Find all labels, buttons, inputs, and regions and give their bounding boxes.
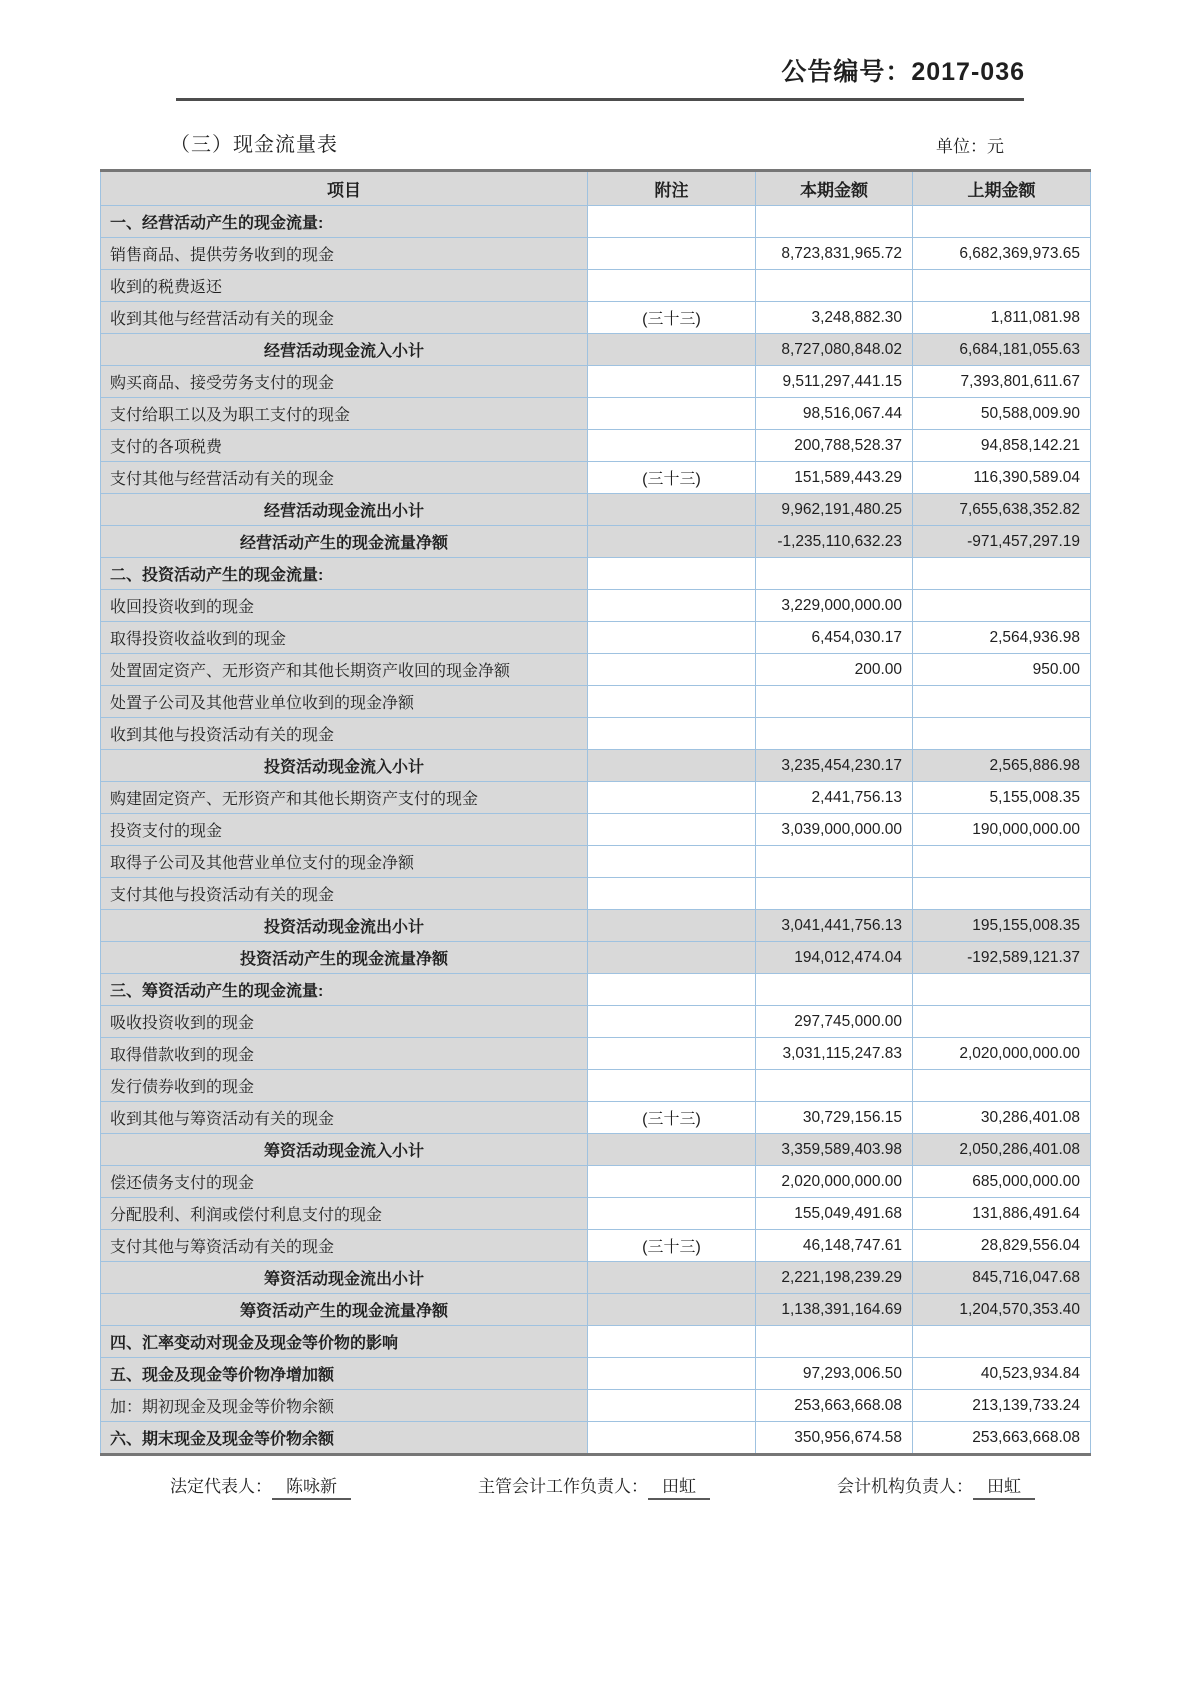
row-note-cell xyxy=(588,430,756,462)
row-note-cell xyxy=(588,750,756,782)
row-note-cell xyxy=(588,878,756,910)
row-note-cell xyxy=(588,1262,756,1294)
row-item-cell: 处置固定资产、无形资产和其他长期资产收回的现金净额 xyxy=(101,654,588,686)
title-row xyxy=(170,128,1004,157)
row-prior-cell: 253,663,668.08 xyxy=(913,1422,1091,1455)
row-item-cell: 收到其他与筹资活动有关的现金 xyxy=(101,1102,588,1134)
table-row xyxy=(101,750,1091,782)
row-item-cell: 收到的税费返还 xyxy=(101,270,588,302)
row-current-cell xyxy=(756,686,913,718)
row-current-cell xyxy=(756,718,913,750)
signature-line xyxy=(170,1472,1035,1500)
unit-label: 单位：元 xyxy=(936,137,1004,156)
row-current-cell: 200.00 xyxy=(756,654,913,686)
table-row xyxy=(101,654,1091,686)
row-item-cell: 分配股利、利润或偿付利息支付的现金 xyxy=(101,1198,588,1230)
table-row xyxy=(101,878,1091,910)
row-item-cell: 购建固定资产、无形资产和其他长期资产支付的现金 xyxy=(101,782,588,814)
row-item-cell: 经营活动产生的现金流量净额 xyxy=(101,526,588,558)
column-header-current: 本期金额 xyxy=(756,171,913,206)
row-note-cell xyxy=(588,1358,756,1390)
row-current-cell: 3,248,882.30 xyxy=(756,302,913,334)
row-prior-cell: 6,682,369,973.65 xyxy=(913,238,1091,270)
table-row xyxy=(101,1230,1091,1262)
row-item-cell: 收到其他与投资活动有关的现金 xyxy=(101,718,588,750)
row-note-cell xyxy=(588,814,756,846)
row-current-cell: 253,663,668.08 xyxy=(756,1390,913,1422)
row-current-cell: 3,039,000,000.00 xyxy=(756,814,913,846)
table-row xyxy=(101,814,1091,846)
row-prior-cell: -192,589,121.37 xyxy=(913,942,1091,974)
chief-accountant xyxy=(478,1472,710,1500)
row-note-cell xyxy=(588,1294,756,1326)
announcement-number: 公告编号：2017-036 xyxy=(781,58,1025,86)
row-item-cell: 筹资活动现金流出小计 xyxy=(101,1262,588,1294)
row-current-cell: 8,723,831,965.72 xyxy=(756,238,913,270)
row-item-cell: 收到其他与经营活动有关的现金 xyxy=(101,302,588,334)
table-row xyxy=(101,334,1091,366)
table-row xyxy=(101,398,1091,430)
row-current-cell: 6,454,030.17 xyxy=(756,622,913,654)
row-note-cell xyxy=(588,1422,756,1455)
row-note-cell xyxy=(588,590,756,622)
row-current-cell: 1,138,391,164.69 xyxy=(756,1294,913,1326)
row-item-cell: 六、期末现金及现金等价物余额 xyxy=(101,1422,588,1455)
row-current-cell xyxy=(756,1070,913,1102)
row-prior-cell xyxy=(913,846,1091,878)
table-row xyxy=(101,494,1091,526)
row-note-cell xyxy=(588,1390,756,1422)
row-note-cell xyxy=(588,526,756,558)
row-current-cell xyxy=(756,1326,913,1358)
row-note-cell: (三十三) xyxy=(588,302,756,334)
row-note-cell xyxy=(588,622,756,654)
row-prior-cell: 50,588,009.90 xyxy=(913,398,1091,430)
table-row xyxy=(101,1166,1091,1198)
row-current-cell: 9,511,297,441.15 xyxy=(756,366,913,398)
table-row xyxy=(101,942,1091,974)
row-current-cell: 97,293,006.50 xyxy=(756,1358,913,1390)
table-row xyxy=(101,686,1091,718)
table-row xyxy=(101,270,1091,302)
table-row xyxy=(101,1134,1091,1166)
row-prior-cell: 7,393,801,611.67 xyxy=(913,366,1091,398)
row-current-cell: 98,516,067.44 xyxy=(756,398,913,430)
legal-representative xyxy=(170,1472,351,1500)
row-current-cell xyxy=(756,878,913,910)
row-current-cell xyxy=(756,846,913,878)
row-prior-cell xyxy=(913,206,1091,238)
row-item-cell: 五、现金及现金等价物净增加额 xyxy=(101,1358,588,1390)
row-item-cell: 取得投资收益收到的现金 xyxy=(101,622,588,654)
row-current-cell: 151,589,443.29 xyxy=(756,462,913,494)
table-row xyxy=(101,846,1091,878)
table-row xyxy=(101,526,1091,558)
row-note-cell xyxy=(588,494,756,526)
row-item-cell: 收回投资收到的现金 xyxy=(101,590,588,622)
row-note-cell xyxy=(588,1038,756,1070)
row-current-cell xyxy=(756,558,913,590)
table-row xyxy=(101,622,1091,654)
row-prior-cell: 2,050,286,401.08 xyxy=(913,1134,1091,1166)
row-current-cell: 46,148,747.61 xyxy=(756,1230,913,1262)
row-item-cell: 支付其他与投资活动有关的现金 xyxy=(101,878,588,910)
table-row xyxy=(101,206,1091,238)
table-row xyxy=(101,462,1091,494)
legal-representative-name: 陈咏新 xyxy=(272,1472,351,1500)
row-note-cell xyxy=(588,686,756,718)
table-row xyxy=(101,974,1091,1006)
row-item-cell: 加：期初现金及现金等价物余额 xyxy=(101,1390,588,1422)
column-header-item: 项目 xyxy=(101,171,588,206)
table-row xyxy=(101,238,1091,270)
row-prior-cell: 2,564,936.98 xyxy=(913,622,1091,654)
row-prior-cell: 30,286,401.08 xyxy=(913,1102,1091,1134)
row-current-cell xyxy=(756,974,913,1006)
accounting-dept-head-name: 田虹 xyxy=(973,1472,1035,1500)
row-prior-cell xyxy=(913,558,1091,590)
table-row xyxy=(101,366,1091,398)
row-item-cell: 处置子公司及其他营业单位收到的现金净额 xyxy=(101,686,588,718)
table-header-row xyxy=(101,171,1091,206)
row-current-cell: -1,235,110,632.23 xyxy=(756,526,913,558)
row-current-cell xyxy=(756,270,913,302)
row-note-cell xyxy=(588,974,756,1006)
table-row xyxy=(101,1006,1091,1038)
table-row xyxy=(101,590,1091,622)
table-row xyxy=(101,1038,1091,1070)
row-prior-cell xyxy=(913,1070,1091,1102)
row-note-cell xyxy=(588,334,756,366)
row-item-cell: 四、汇率变动对现金及现金等价物的影响 xyxy=(101,1326,588,1358)
row-note-cell xyxy=(588,910,756,942)
table-header xyxy=(101,171,1091,206)
row-prior-cell: 2,565,886.98 xyxy=(913,750,1091,782)
row-item-cell: 二、投资活动产生的现金流量: xyxy=(101,558,588,590)
table-row xyxy=(101,1390,1091,1422)
row-current-cell: 350,956,674.58 xyxy=(756,1422,913,1455)
row-current-cell: 3,041,441,756.13 xyxy=(756,910,913,942)
header-rule xyxy=(176,98,1024,101)
row-prior-cell: 2,020,000,000.00 xyxy=(913,1038,1091,1070)
legal-representative-label: 法定代表人： xyxy=(170,1477,272,1496)
row-item-cell: 取得子公司及其他营业单位支付的现金净额 xyxy=(101,846,588,878)
row-item-cell: 经营活动现金流出小计 xyxy=(101,494,588,526)
row-note-cell xyxy=(588,1006,756,1038)
table-row xyxy=(101,430,1091,462)
row-note-cell xyxy=(588,846,756,878)
row-item-cell: 支付其他与筹资活动有关的现金 xyxy=(101,1230,588,1262)
row-note-cell: (三十三) xyxy=(588,1102,756,1134)
cash-flow-table xyxy=(100,169,1091,1456)
row-item-cell: 经营活动现金流入小计 xyxy=(101,334,588,366)
row-item-cell: 吸收投资收到的现金 xyxy=(101,1006,588,1038)
cashflow-table-body xyxy=(101,206,1091,1455)
table-row xyxy=(101,302,1091,334)
row-prior-cell xyxy=(913,878,1091,910)
row-item-cell: 一、经营活动产生的现金流量: xyxy=(101,206,588,238)
row-item-cell: 支付的各项税费 xyxy=(101,430,588,462)
row-current-cell: 3,031,115,247.83 xyxy=(756,1038,913,1070)
table-row xyxy=(101,1358,1091,1390)
row-prior-cell: 685,000,000.00 xyxy=(913,1166,1091,1198)
row-note-cell xyxy=(588,1198,756,1230)
row-prior-cell: 950.00 xyxy=(913,654,1091,686)
row-current-cell: 8,727,080,848.02 xyxy=(756,334,913,366)
chief-accountant-label: 主管会计工作负责人： xyxy=(478,1477,648,1496)
chief-accountant-name: 田虹 xyxy=(648,1472,710,1500)
row-current-cell: 9,962,191,480.25 xyxy=(756,494,913,526)
table-row xyxy=(101,1422,1091,1455)
row-prior-cell: 6,684,181,055.63 xyxy=(913,334,1091,366)
row-prior-cell xyxy=(913,686,1091,718)
row-note-cell xyxy=(588,238,756,270)
row-current-cell: 2,441,756.13 xyxy=(756,782,913,814)
table-row xyxy=(101,1102,1091,1134)
row-current-cell xyxy=(756,206,913,238)
row-note-cell xyxy=(588,718,756,750)
row-current-cell: 3,359,589,403.98 xyxy=(756,1134,913,1166)
row-prior-cell: 1,811,081.98 xyxy=(913,302,1091,334)
row-item-cell: 发行债券收到的现金 xyxy=(101,1070,588,1102)
table-row xyxy=(101,1294,1091,1326)
row-note-cell xyxy=(588,942,756,974)
row-current-cell: 194,012,474.04 xyxy=(756,942,913,974)
row-prior-cell: 5,155,008.35 xyxy=(913,782,1091,814)
row-current-cell: 3,229,000,000.00 xyxy=(756,590,913,622)
row-prior-cell: 213,139,733.24 xyxy=(913,1390,1091,1422)
row-current-cell: 30,729,156.15 xyxy=(756,1102,913,1134)
row-note-cell xyxy=(588,1166,756,1198)
table-row xyxy=(101,1070,1091,1102)
row-prior-cell: 131,886,491.64 xyxy=(913,1198,1091,1230)
row-note-cell xyxy=(588,206,756,238)
table-row xyxy=(101,718,1091,750)
accounting-dept-head-label: 会计机构负责人： xyxy=(837,1477,973,1496)
row-prior-cell xyxy=(913,718,1091,750)
row-prior-cell: 28,829,556.04 xyxy=(913,1230,1091,1262)
row-note-cell xyxy=(588,558,756,590)
row-note-cell: (三十三) xyxy=(588,462,756,494)
row-note-cell xyxy=(588,782,756,814)
table-row xyxy=(101,910,1091,942)
row-note-cell xyxy=(588,654,756,686)
row-current-cell: 200,788,528.37 xyxy=(756,430,913,462)
row-item-cell: 筹资活动产生的现金流量净额 xyxy=(101,1294,588,1326)
row-current-cell: 297,745,000.00 xyxy=(756,1006,913,1038)
row-current-cell: 155,049,491.68 xyxy=(756,1198,913,1230)
row-item-cell: 三、筹资活动产生的现金流量: xyxy=(101,974,588,1006)
table-row xyxy=(101,1262,1091,1294)
page-title: （三）现金流量表 xyxy=(170,134,338,156)
row-prior-cell: 7,655,638,352.82 xyxy=(913,494,1091,526)
row-item-cell: 购买商品、接受劳务支付的现金 xyxy=(101,366,588,398)
row-item-cell: 支付其他与经营活动有关的现金 xyxy=(101,462,588,494)
row-current-cell: 2,221,198,239.29 xyxy=(756,1262,913,1294)
row-item-cell: 投资活动产生的现金流量净额 xyxy=(101,942,588,974)
row-prior-cell xyxy=(913,1006,1091,1038)
row-note-cell xyxy=(588,1326,756,1358)
row-current-cell: 2,020,000,000.00 xyxy=(756,1166,913,1198)
row-note-cell xyxy=(588,366,756,398)
row-item-cell: 偿还债务支付的现金 xyxy=(101,1166,588,1198)
table-row xyxy=(101,1198,1091,1230)
row-item-cell: 投资支付的现金 xyxy=(101,814,588,846)
row-item-cell: 投资活动现金流入小计 xyxy=(101,750,588,782)
row-note-cell xyxy=(588,1070,756,1102)
row-prior-cell: -971,457,297.19 xyxy=(913,526,1091,558)
column-header-note: 附注 xyxy=(588,171,756,206)
row-prior-cell: 195,155,008.35 xyxy=(913,910,1091,942)
row-prior-cell: 116,390,589.04 xyxy=(913,462,1091,494)
row-note-cell xyxy=(588,398,756,430)
accounting-dept-head xyxy=(837,1472,1035,1500)
table-row xyxy=(101,558,1091,590)
table-row xyxy=(101,782,1091,814)
table-row xyxy=(101,1326,1091,1358)
row-prior-cell xyxy=(913,590,1091,622)
row-item-cell: 取得借款收到的现金 xyxy=(101,1038,588,1070)
row-note-cell xyxy=(588,270,756,302)
row-item-cell: 销售商品、提供劳务收到的现金 xyxy=(101,238,588,270)
row-item-cell: 支付给职工以及为职工支付的现金 xyxy=(101,398,588,430)
row-item-cell: 筹资活动现金流入小计 xyxy=(101,1134,588,1166)
row-item-cell: 投资活动现金流出小计 xyxy=(101,910,588,942)
row-prior-cell: 845,716,047.68 xyxy=(913,1262,1091,1294)
row-prior-cell: 190,000,000.00 xyxy=(913,814,1091,846)
row-prior-cell: 94,858,142.21 xyxy=(913,430,1091,462)
row-prior-cell: 40,523,934.84 xyxy=(913,1358,1091,1390)
row-prior-cell xyxy=(913,270,1091,302)
row-prior-cell xyxy=(913,974,1091,1006)
page-header xyxy=(0,0,1200,101)
row-note-cell: (三十三) xyxy=(588,1230,756,1262)
column-header-prior: 上期金额 xyxy=(913,171,1091,206)
row-prior-cell xyxy=(913,1326,1091,1358)
row-current-cell: 3,235,454,230.17 xyxy=(756,750,913,782)
row-note-cell xyxy=(588,1134,756,1166)
row-prior-cell: 1,204,570,353.40 xyxy=(913,1294,1091,1326)
